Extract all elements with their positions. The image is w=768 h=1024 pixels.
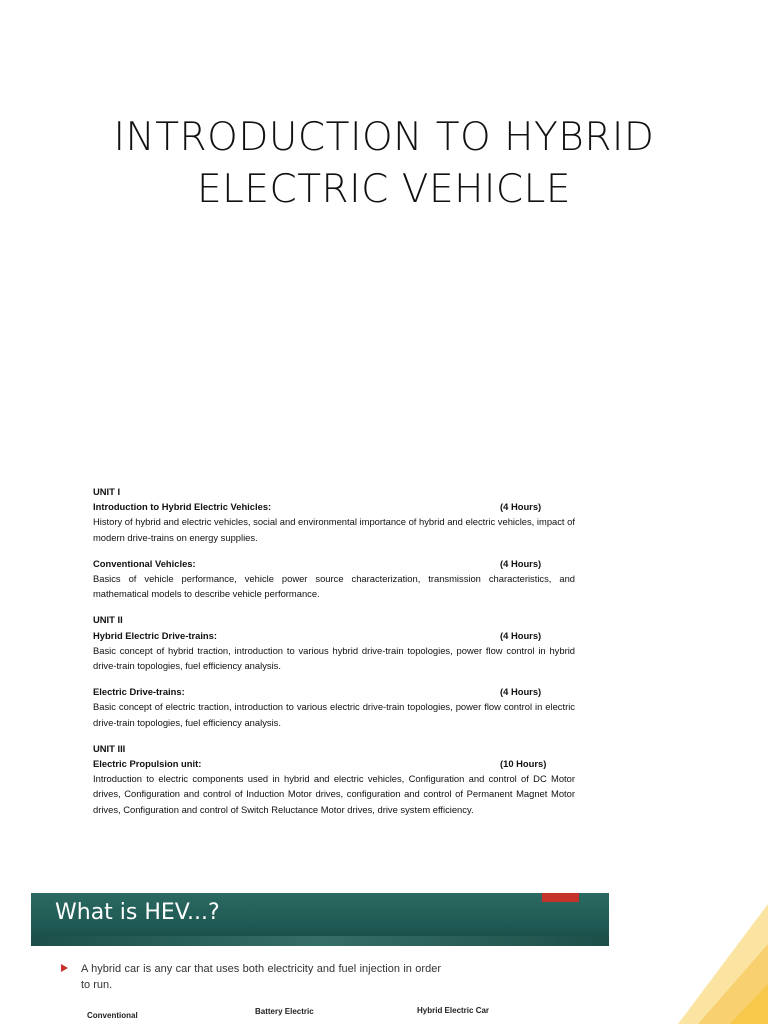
section-body: History of hybrid and electric vehicles, social and environmental importance of hybrid and electric vehicles, impact of modern drive-trains on energy supplies. (93, 516, 575, 543)
unit-label: UNIT II (93, 614, 123, 626)
bullet-item (61, 961, 441, 993)
category-label: Conventional (87, 1011, 138, 1020)
section-body: Introduction to electric components used in hybrid and electric vehicles, Configuration and control of DC Motor drives, Configuration and control of Induction Motor drives, configuration and control of Permanent Magnet Motor drives, Configuration and control of Switch Reluctance Motor drives, drive system efficiency. (93, 773, 575, 815)
section-heading: Electric Propulsion unit: (93, 758, 202, 770)
section-hours: (4 Hours) (500, 629, 542, 641)
section-body: Basic concept of hybrid traction, introduction to various hybrid drive-train topologies, power flow control in hybrid drive-train topologies, fuel efficiency analysis. (93, 644, 575, 672)
section-heading: Electric Drive-trains: (93, 686, 185, 698)
section-hours: (4 Hours) (500, 686, 542, 698)
category-label: Hybrid Electric Car (417, 1006, 490, 1015)
category-label: Battery Electric (255, 1007, 314, 1016)
slide-header (31, 893, 609, 946)
section-heading-row (93, 684, 575, 699)
section-heading-row (93, 756, 575, 771)
accent-tab (542, 893, 579, 902)
section-heading-row (93, 499, 575, 514)
slide-preview (31, 893, 609, 1024)
unit-label: UNIT III (93, 742, 126, 754)
section-heading: Introduction to Hybrid Electric Vehicles: (93, 501, 272, 513)
section-hours: (4 Hours) (500, 557, 542, 569)
document-title (0, 112, 768, 216)
unit-label: UNIT I (93, 486, 121, 497)
section-heading: Hybrid Electric Drive-trains: (93, 629, 217, 641)
section-heading-row (93, 556, 575, 571)
header-band (31, 936, 609, 946)
section-heading-row (93, 628, 575, 643)
syllabus (93, 484, 575, 817)
bullet-arrow-icon (61, 964, 68, 972)
section-heading: Conventional Vehicles: (93, 557, 196, 569)
bullet-text: A hybrid car is any car that uses both electricity and fuel injection in order to run. (81, 963, 441, 991)
title-line-2: ELECTRIC VEHICLE (196, 167, 572, 212)
section-hours: (10 Hours) (500, 758, 547, 770)
section-hours: (4 Hours) (500, 501, 542, 513)
section-body: Basic concept of electric traction, introduction to various electric drive-train topologies, power flow control in electric drive-train topologies, fuel efficiency analysis. (93, 701, 575, 728)
corner-decoration (678, 884, 768, 1024)
section-body: Basics of vehicle performance, vehicle power source characterization, transmission characteristics, and mathematical models to describe vehicle performance. (93, 573, 575, 600)
slide-title: What is HEV...? (55, 900, 220, 925)
title-line-1: INTRODUCTION TO HYBRID (113, 115, 655, 160)
